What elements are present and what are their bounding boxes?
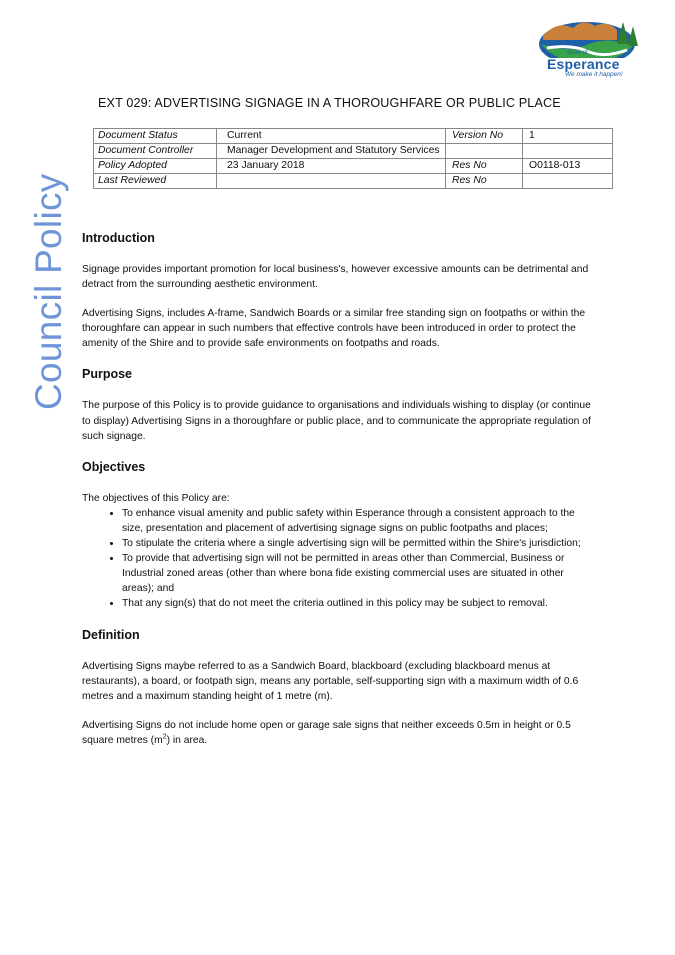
document-title: EXT 029: ADVERTISING SIGNAGE IN A THOROUGHFARE OR PUBLIC PLACE bbox=[98, 96, 561, 110]
document-meta-table bbox=[93, 128, 613, 189]
side-title: Council Policy bbox=[28, 173, 69, 410]
paragraph: Advertising Signs maybe referred to as a Sandwich Board, blackboard (excluding blackboard menus at restaurants), a board, or footpath sign, means any portable, self-supporting sign with a maximum width of 0.6 metres and a maximum standing height of 1 metre (m). bbox=[82, 660, 579, 702]
meta-value: 1 bbox=[523, 129, 613, 144]
section-heading-introduction: Introduction bbox=[82, 231, 155, 245]
meta-empty bbox=[523, 144, 613, 159]
superscript: 2 bbox=[162, 733, 167, 741]
meta-row bbox=[94, 159, 613, 174]
objectives-list bbox=[82, 506, 594, 612]
meta-value bbox=[217, 174, 446, 189]
meta-row bbox=[94, 129, 613, 144]
meta-label: Last Reviewed bbox=[94, 174, 217, 189]
shire-logo bbox=[537, 14, 645, 80]
paragraph bbox=[82, 718, 594, 748]
list-item: • To provide that advertising sign will not be permitted in areas other than Commercial, Business or Industrial zoned areas (other than where bona fide existing commercial uses are situated in other areas); and bbox=[122, 551, 594, 596]
meta-row bbox=[94, 144, 613, 159]
meta-value: Current bbox=[217, 129, 446, 144]
meta-label: Document Controller bbox=[94, 144, 217, 159]
list-item: • That any sign(s) that do not meet the criteria outlined in this policy may be subject to removal. bbox=[122, 596, 594, 611]
section-heading-objectives: Objectives bbox=[82, 459, 146, 474]
paragraph: The purpose of this Policy is to provide guidance to organisations and individuals wishing to display (or continue to display) Advertising Signs in a thoroughfare or public place, and to communicate the appropriate regulation of such signage. bbox=[82, 400, 591, 442]
meta-value bbox=[523, 174, 613, 189]
meta-label: Policy Adopted bbox=[94, 159, 217, 174]
logo-name: Esperance bbox=[547, 56, 620, 72]
meta-label: Document Status bbox=[94, 129, 217, 144]
paragraph: Advertising Signs, includes A-frame, Sandwich Boards or a similar free standing sign on footpaths or within the thoroughfare can appear in such numbers that effective controls have been introduced in order to protect the amenity of the Shire and to provide safe environments on footpaths and roads. bbox=[82, 308, 586, 350]
meta-value: Manager Development and Statutory Services bbox=[217, 144, 446, 159]
definition-text-b: ) in area. bbox=[166, 734, 208, 746]
meta-label: Res No bbox=[446, 174, 523, 189]
paragraph: The objectives of this Policy are: bbox=[82, 492, 230, 504]
section-heading-purpose: Purpose bbox=[82, 367, 133, 382]
meta-label: Version No bbox=[446, 129, 523, 144]
definition-text-a: Advertising Signs do not include home open or garage sale signs that neither exceeds 0.5m in height or 0.5 square metres (m bbox=[82, 719, 571, 746]
meta-empty bbox=[446, 144, 523, 159]
list-item: • To stipulate the criteria where a single advertising sign will be permitted within the Shire's jurisdiction; bbox=[122, 536, 594, 551]
meta-value: 23 January 2018 bbox=[217, 159, 446, 174]
meta-value: O0118-013 bbox=[523, 159, 613, 174]
logo-shire-of: Shire of bbox=[567, 50, 588, 56]
list-item: • To enhance visual amenity and public safety within Esperance through a consistent approach to the size, presentation and placement of advertising signage signs on public footpaths and places; bbox=[122, 506, 594, 536]
section-heading-definition: Definition bbox=[82, 627, 140, 642]
paragraph: Signage provides important promotion for local business's, however excessive amounts can be detrimental and detract from the surrounding aesthetic environment. bbox=[82, 264, 589, 291]
logo-slogan: We make it happen! bbox=[565, 71, 623, 78]
meta-label: Res No bbox=[446, 159, 523, 174]
meta-row bbox=[94, 174, 613, 189]
policy-body bbox=[82, 231, 594, 762]
